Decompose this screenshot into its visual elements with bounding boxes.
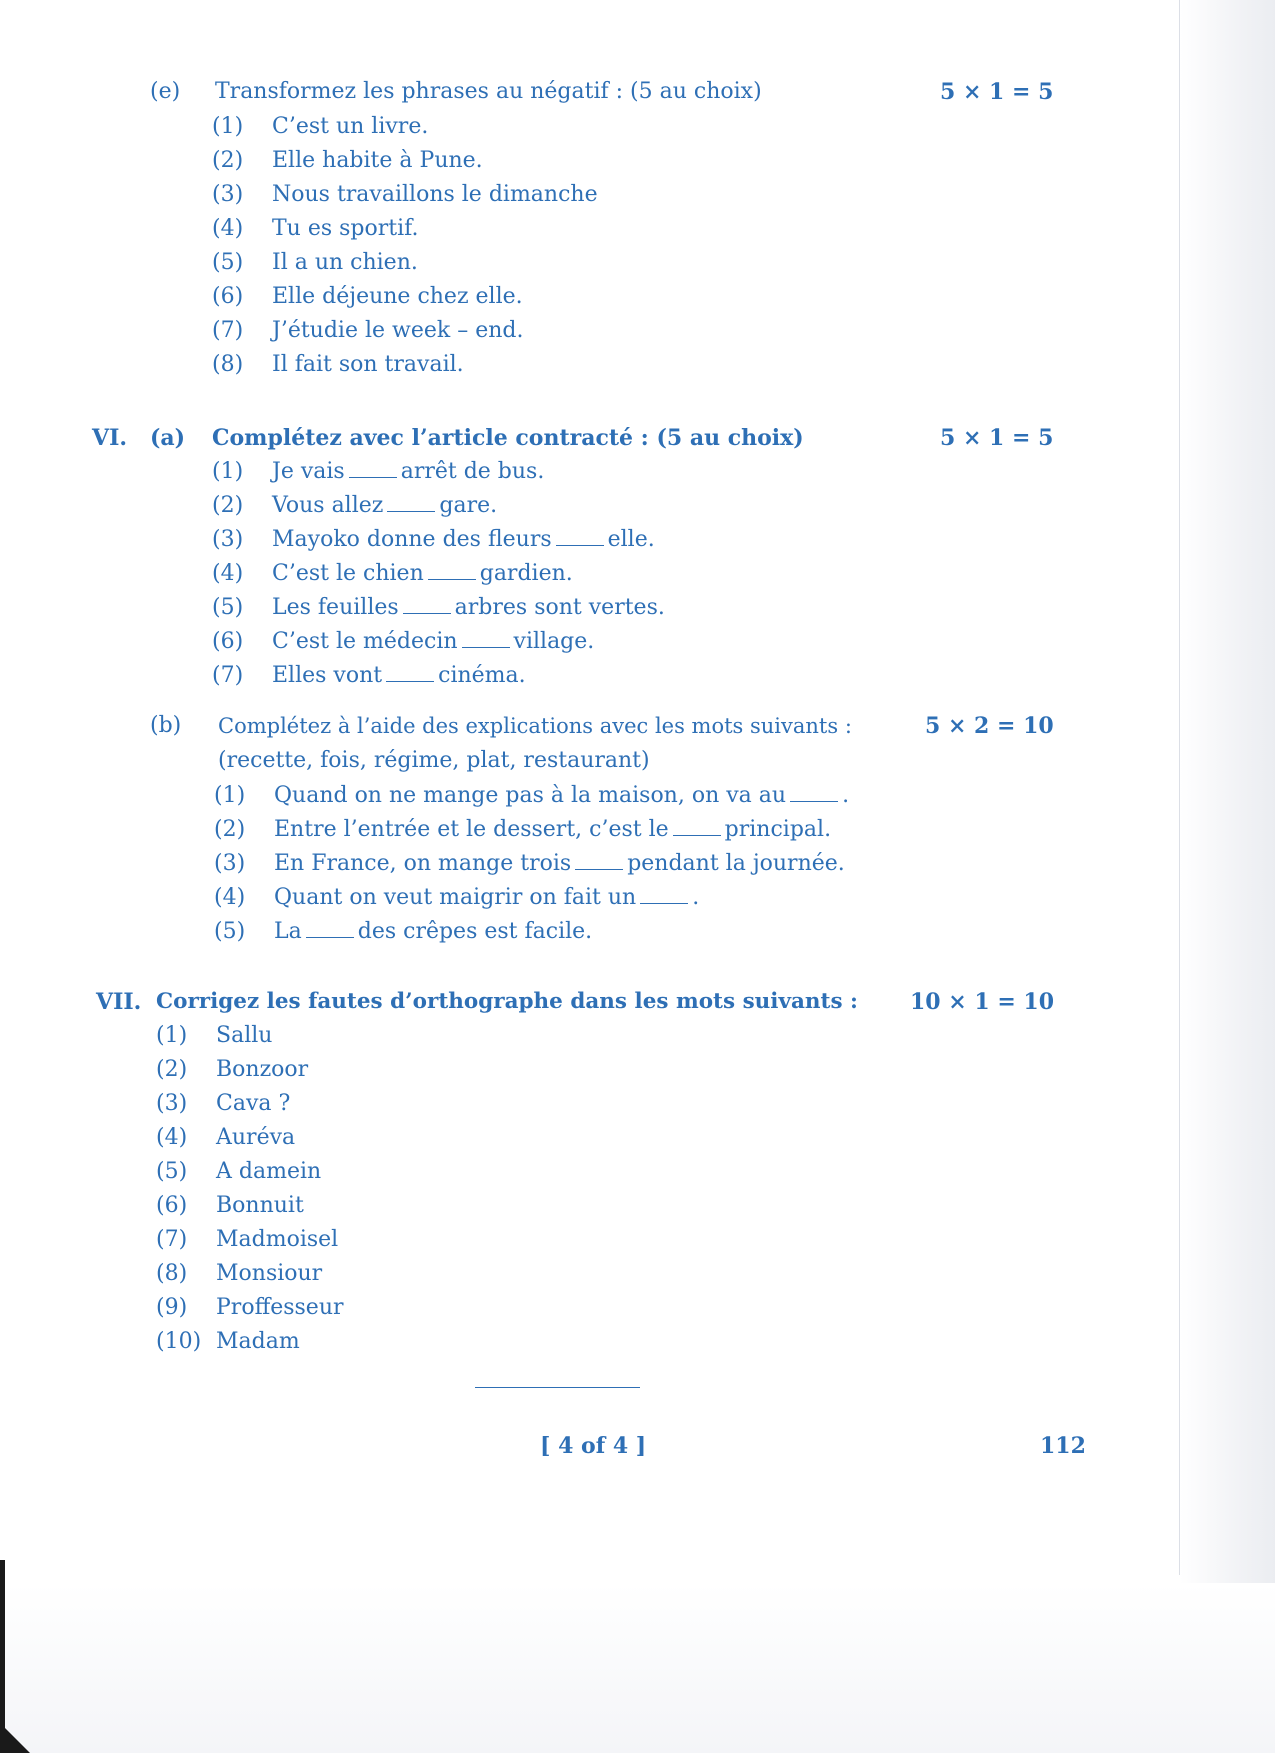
list-item: C’est le chien gardien. xyxy=(272,561,573,586)
list-item: Tu es sportif. xyxy=(272,216,419,241)
answer-blank xyxy=(640,885,688,904)
list-item: C’est un livre. xyxy=(272,114,429,139)
section-vi-a-label: (a) xyxy=(150,425,186,451)
answer-blank xyxy=(673,817,721,836)
list-item-number: (4) xyxy=(212,561,244,586)
list-item-number: (5) xyxy=(156,1159,188,1184)
list-item-number: (9) xyxy=(156,1295,188,1320)
list-item: Mayoko donne des fleurs elle. xyxy=(272,527,655,552)
list-item: Proffesseur xyxy=(216,1295,344,1320)
list-item-number: (10) xyxy=(156,1329,202,1354)
list-item-number: (4) xyxy=(212,216,244,241)
list-item-number: (6) xyxy=(156,1193,188,1218)
list-item-number: (1) xyxy=(212,459,244,484)
list-item-number: (2) xyxy=(156,1057,188,1082)
answer-blank xyxy=(386,663,434,682)
list-item-number: (8) xyxy=(212,352,244,377)
list-item-number: (5) xyxy=(212,250,244,275)
answer-blank xyxy=(306,919,354,938)
page-fold-line xyxy=(1179,0,1180,1575)
list-item: Je vais arrêt de bus. xyxy=(272,459,545,484)
list-item: C’est le médecin village. xyxy=(272,629,595,654)
list-item: Les feuilles arbres sont vertes. xyxy=(272,595,665,620)
section-e-instruction: Transformez les phrases au négatif : (5 au choix) xyxy=(215,79,762,104)
list-item-number: (6) xyxy=(212,629,244,654)
list-item-number: (1) xyxy=(214,783,246,808)
list-item-number: (1) xyxy=(156,1023,188,1048)
list-item: Auréva xyxy=(216,1125,296,1150)
list-item: Bonzoor xyxy=(216,1057,309,1082)
list-item: J’étudie le week – end. xyxy=(272,318,524,343)
list-item: Sallu xyxy=(216,1023,273,1048)
scan-corner xyxy=(0,1723,30,1753)
list-item: Il fait son travail. xyxy=(272,352,464,377)
section-vii-instruction: Corrigez les fautes d’orthographe dans les mots suivants : xyxy=(156,989,858,1014)
section-vii-marks: 10 × 1 = 10 xyxy=(910,989,1055,1015)
section-vi-a-marks: 5 × 1 = 5 xyxy=(940,425,1054,451)
list-item: Quand on ne mange pas à la maison, on va au . xyxy=(274,783,850,808)
page-edge-shadow xyxy=(1180,0,1275,1753)
list-item-number: (7) xyxy=(212,318,244,343)
list-item-number: (2) xyxy=(214,817,246,842)
list-item-number: (3) xyxy=(214,851,246,876)
end-of-paper-rule xyxy=(475,1387,640,1388)
page-bottom-shadow xyxy=(0,1583,1275,1753)
section-e-label: (e) xyxy=(150,79,181,104)
paper-code: 112 xyxy=(1040,1433,1086,1459)
list-item-number: (5) xyxy=(212,595,244,620)
list-item: La des crêpes est facile. xyxy=(274,919,593,944)
answer-blank xyxy=(349,459,397,478)
answer-blank xyxy=(575,851,623,870)
list-item-number: (7) xyxy=(212,663,244,688)
section-e-marks: 5 × 1 = 5 xyxy=(940,79,1054,105)
list-item: Elles vont cinéma. xyxy=(272,663,526,688)
section-vi-b-instruction: Complétez à l’aide des explications avec les mots suivants : xyxy=(218,714,852,738)
list-item: Vous allez gare. xyxy=(272,493,498,518)
section-vi-b-marks: 5 × 2 = 10 xyxy=(925,713,1054,739)
answer-blank xyxy=(556,527,604,546)
list-item-number: (3) xyxy=(156,1091,188,1116)
page-number: [ 4 of 4 ] xyxy=(540,1433,647,1459)
list-item: Bonnuit xyxy=(216,1193,304,1218)
list-item: En France, on mange trois pendant la journée. xyxy=(274,851,845,876)
list-item-number: (4) xyxy=(214,885,246,910)
list-item: Quant on veut maigrir on fait un . xyxy=(274,885,700,910)
list-item-number: (1) xyxy=(212,114,244,139)
list-item-number: (2) xyxy=(212,493,244,518)
list-item: Cava ? xyxy=(216,1091,291,1116)
list-item: Nous travaillons le dimanche xyxy=(272,182,598,207)
list-item: Madam xyxy=(216,1329,300,1354)
answer-blank xyxy=(790,783,838,802)
list-item-number: (4) xyxy=(156,1125,188,1150)
word-bank: (recette, fois, régime, plat, restaurant) xyxy=(218,748,650,773)
section-vi-roman: VI. xyxy=(92,425,128,451)
list-item: Madmoisel xyxy=(216,1227,339,1252)
list-item-number: (8) xyxy=(156,1261,188,1286)
list-item-number: (3) xyxy=(212,527,244,552)
answer-blank xyxy=(462,629,510,648)
list-item: Entre l’entrée et le dessert, c’est le principal. xyxy=(274,817,832,842)
list-item-number: (3) xyxy=(212,182,244,207)
answer-blank xyxy=(428,561,476,580)
answer-blank xyxy=(387,493,435,512)
list-item-number: (7) xyxy=(156,1227,188,1252)
list-item: Elle habite à Pune. xyxy=(272,148,483,173)
list-item: Elle déjeune chez elle. xyxy=(272,284,523,309)
section-vii-roman: VII. xyxy=(96,989,142,1015)
list-item: A damein xyxy=(216,1159,322,1184)
answer-blank xyxy=(403,595,451,614)
list-item: Il a un chien. xyxy=(272,250,418,275)
list-item: Monsiour xyxy=(216,1261,323,1286)
list-item-number: (2) xyxy=(212,148,244,173)
list-item-number: (5) xyxy=(214,919,246,944)
section-vi-b-label: (b) xyxy=(150,713,182,738)
list-item-number: (6) xyxy=(212,284,244,309)
section-vi-a-instruction: Complétez avec l’article contracté : (5 au choix) xyxy=(212,425,804,451)
